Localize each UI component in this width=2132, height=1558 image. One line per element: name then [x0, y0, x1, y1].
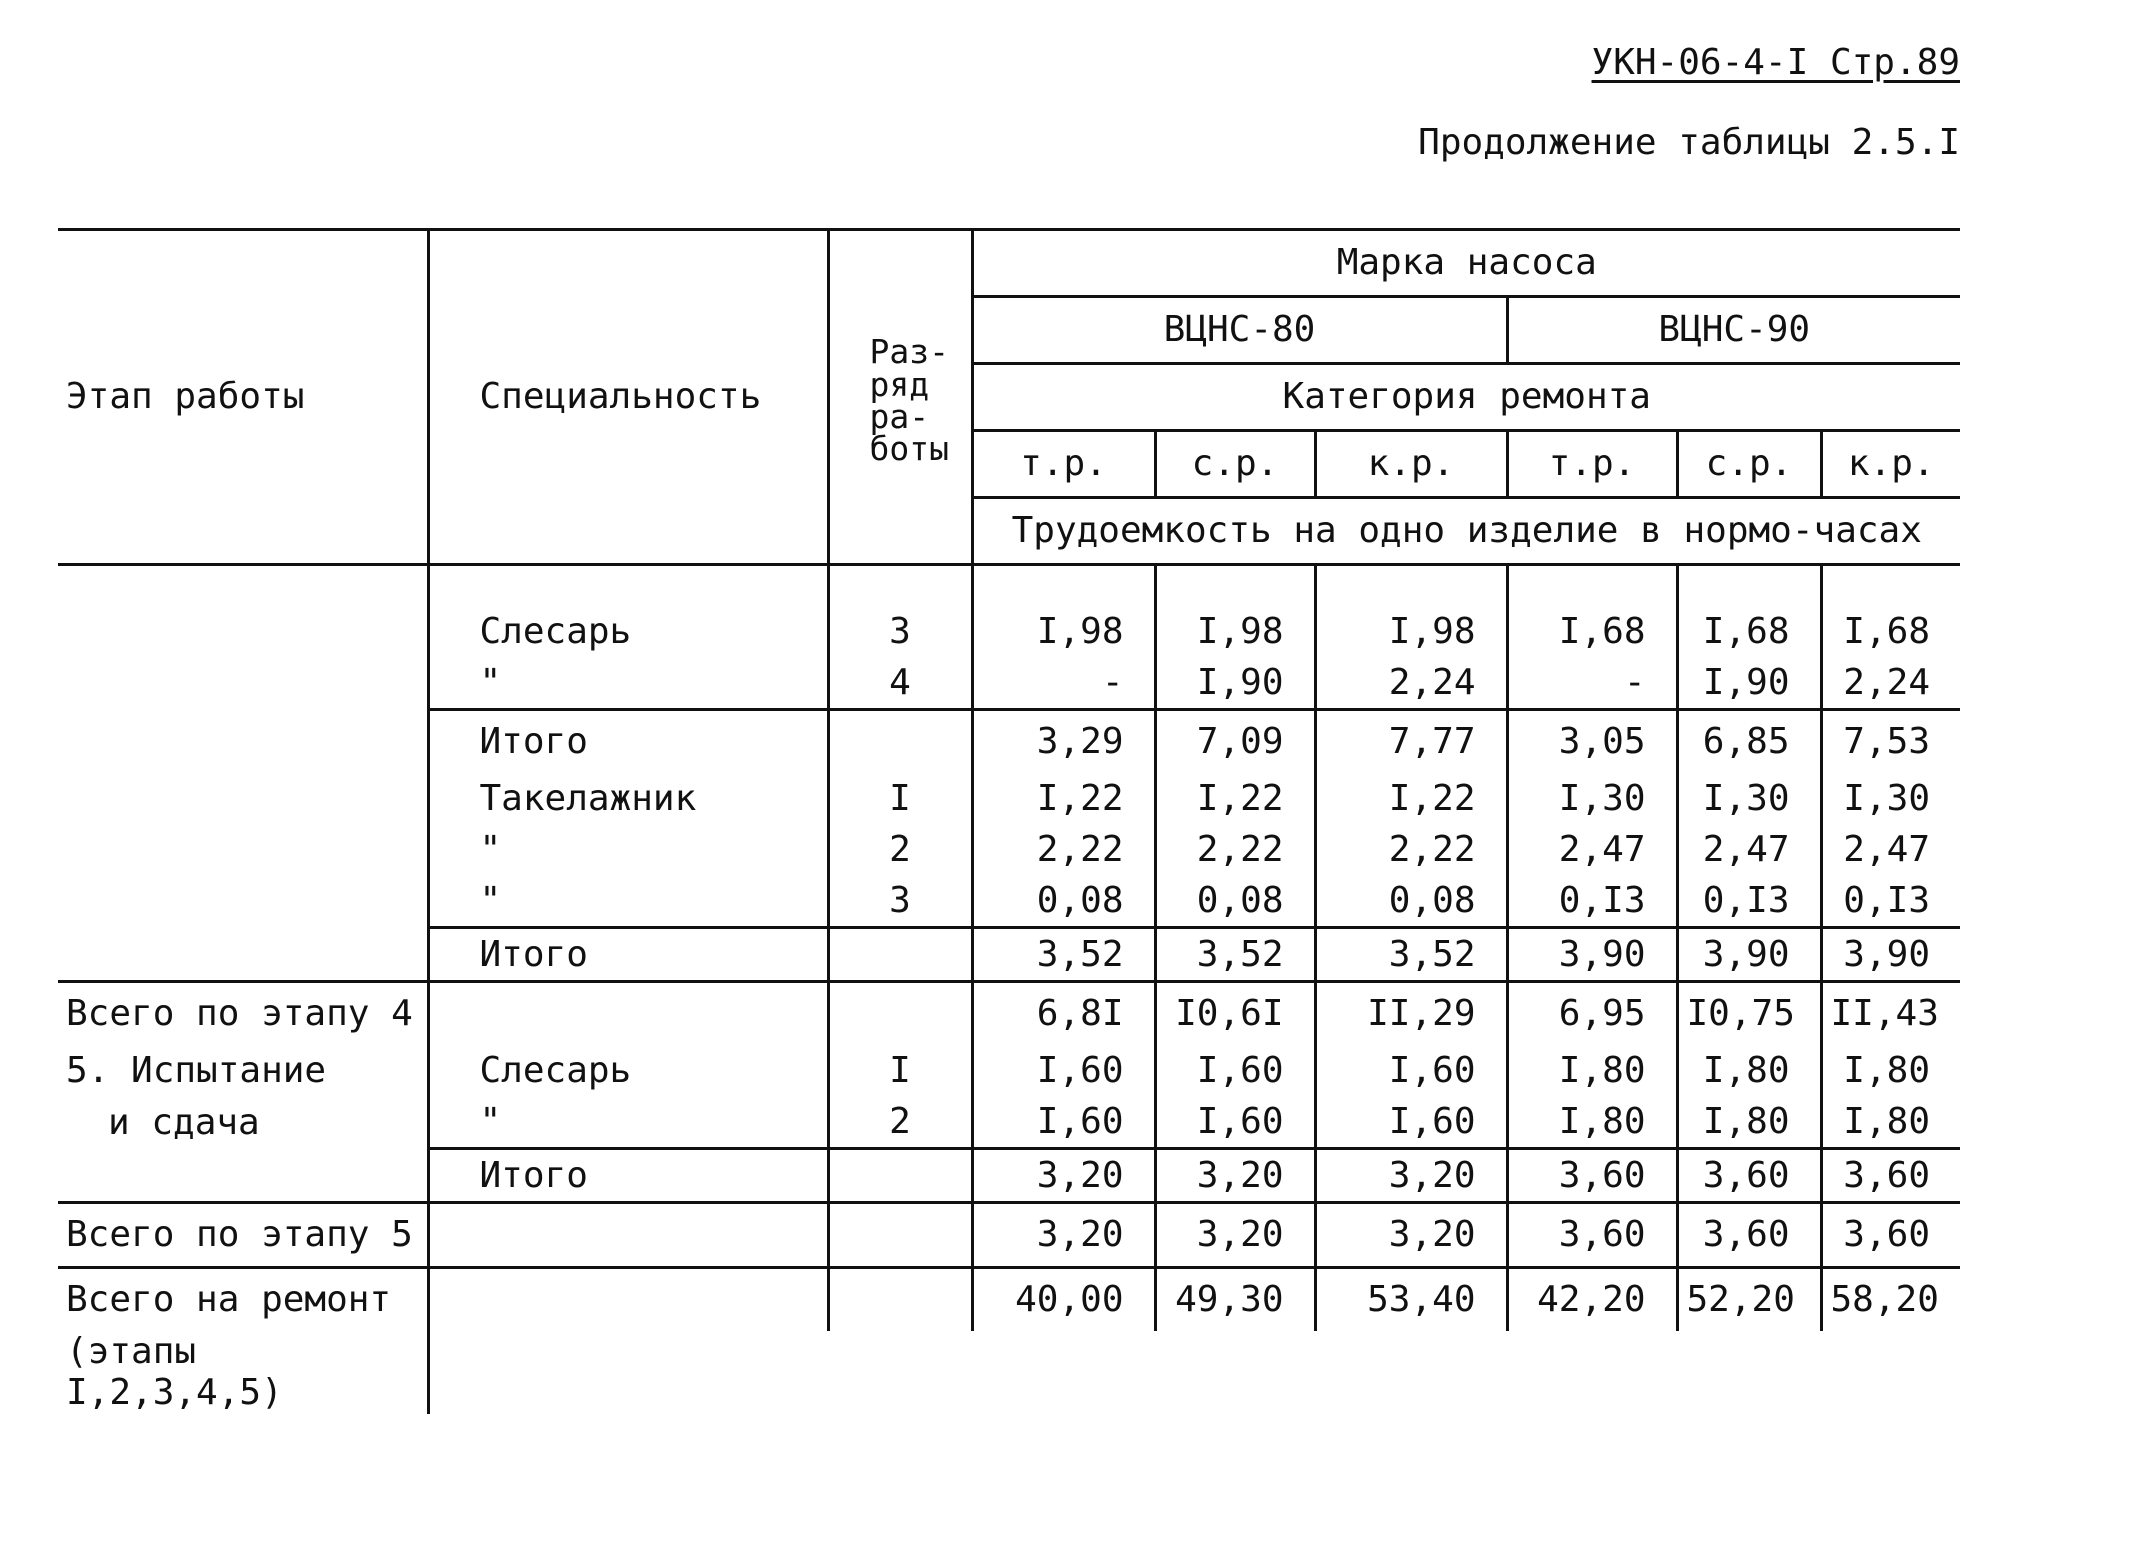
- row-value: 0,08: [1315, 875, 1507, 928]
- category-header: к.р.: [1821, 431, 1960, 498]
- row-stage: [58, 1149, 428, 1203]
- row-specialty: ": [428, 1096, 828, 1149]
- row-value: 3,52: [1315, 928, 1507, 982]
- row-value: 2,47: [1821, 824, 1960, 875]
- row-value: [1821, 1331, 1960, 1414]
- row-stage: Всего по этапу 4: [66, 993, 413, 1035]
- table-row: [58, 824, 1960, 875]
- table-row: [58, 1149, 1960, 1203]
- row-specialty: [428, 1331, 828, 1414]
- row-value: 42,20: [1507, 1268, 1677, 1332]
- row-value: 2,24: [1821, 657, 1960, 710]
- row-value: 0,08: [1155, 875, 1315, 928]
- row-value: [1507, 1331, 1677, 1414]
- table-row: [58, 928, 1960, 982]
- row-grade: [828, 710, 972, 774]
- table-row: [58, 982, 1960, 1046]
- row-value: I,60: [1155, 1096, 1315, 1149]
- row-value: 0,I3: [1821, 875, 1960, 928]
- row-value: I,80: [1507, 1045, 1677, 1096]
- row-value: I,98: [972, 606, 1155, 657]
- row-grade: 2: [828, 824, 972, 875]
- row-value: 40,00: [972, 1268, 1155, 1332]
- row-value: 3,52: [972, 928, 1155, 982]
- row-value: 3,20: [1155, 1149, 1315, 1203]
- table-row: [58, 1331, 1960, 1414]
- row-value: 3,90: [1507, 928, 1677, 982]
- table-row: [58, 606, 1960, 657]
- table-row: [58, 657, 1960, 710]
- row-value: I0,75: [1677, 982, 1821, 1046]
- row-value: I,22: [972, 773, 1155, 824]
- row-stage: Всего на ремонт: [66, 1279, 392, 1321]
- document-page-reference: УКН-06-4-I Стр.89: [1591, 42, 1960, 83]
- row-value: I,30: [1507, 773, 1677, 824]
- row-grade: [828, 928, 972, 982]
- row-value: 3,52: [1155, 928, 1315, 982]
- row-value: 3,90: [1677, 928, 1821, 982]
- row-grade: I: [828, 773, 972, 824]
- row-value: 58,20: [1821, 1268, 1960, 1332]
- column-header-specialty: Специальность: [428, 230, 828, 565]
- row-value: 3,20: [972, 1203, 1155, 1268]
- row-grade: [828, 982, 972, 1046]
- table-row: [58, 710, 1960, 774]
- row-grade: 3: [828, 606, 972, 657]
- row-stage: (этапы I,2,3,4,5): [66, 1331, 283, 1414]
- row-value: 3,60: [1677, 1149, 1821, 1203]
- row-specialty: ": [428, 875, 828, 928]
- row-value: 3,05: [1507, 710, 1677, 774]
- row-stage: [58, 606, 428, 657]
- row-value: 49,30: [1155, 1268, 1315, 1332]
- row-value: I,60: [1155, 1045, 1315, 1096]
- row-value: 3,60: [1821, 1203, 1960, 1268]
- row-specialty: Слесарь: [428, 1045, 828, 1096]
- row-value: [1677, 1331, 1821, 1414]
- row-value: [1155, 1331, 1315, 1414]
- column-header-pump-brand: Марка насоса: [972, 230, 1960, 297]
- row-stage: 5. Испытание: [66, 1049, 327, 1091]
- row-grade: 2: [828, 1096, 972, 1149]
- row-stage: [58, 657, 428, 710]
- row-value: II,43: [1821, 982, 1960, 1046]
- row-value: 3,60: [1507, 1203, 1677, 1268]
- row-specialty: Итого: [428, 928, 828, 982]
- row-value: 3,20: [1155, 1203, 1315, 1268]
- column-header-grade-text: Раз- ряд ра- боты: [869, 332, 949, 469]
- row-value: I,22: [1315, 773, 1507, 824]
- row-value: 3,20: [1315, 1203, 1507, 1268]
- column-header-pump-model-2: ВЦНС-90: [1507, 297, 1960, 364]
- row-stage: Всего по этапу 5: [58, 1203, 428, 1268]
- row-value: I,80: [1677, 1045, 1821, 1096]
- row-grade: I: [828, 1045, 972, 1096]
- row-value: 3,60: [1507, 1149, 1677, 1203]
- row-specialty: Итого: [428, 710, 828, 774]
- row-value: II,29: [1315, 982, 1507, 1046]
- row-stage: [58, 928, 428, 982]
- row-stage: [58, 773, 428, 824]
- row-value: I,60: [972, 1045, 1155, 1096]
- row-value: 2,22: [1315, 824, 1507, 875]
- row-value: I,98: [1315, 606, 1507, 657]
- row-value: [972, 1331, 1155, 1414]
- row-value: I,68: [1677, 606, 1821, 657]
- table-row: [58, 773, 1960, 824]
- row-specialty: ": [428, 824, 828, 875]
- row-value: I,80: [1821, 1045, 1960, 1096]
- row-value: I,30: [1821, 773, 1960, 824]
- row-grade: [828, 1331, 972, 1414]
- row-value: I,90: [1155, 657, 1315, 710]
- row-grade: [828, 1149, 972, 1203]
- row-value: I,60: [972, 1096, 1155, 1149]
- row-specialty: Слесарь: [428, 606, 828, 657]
- row-value: I,80: [1677, 1096, 1821, 1149]
- row-value: 3,60: [1677, 1203, 1821, 1268]
- row-value: I,68: [1507, 606, 1677, 657]
- column-header-stage: Этап работы: [58, 230, 428, 565]
- row-value: 3,90: [1821, 928, 1960, 982]
- category-header: к.р.: [1315, 431, 1507, 498]
- row-value: 7,53: [1821, 710, 1960, 774]
- row-grade: [828, 1203, 972, 1268]
- row-value: -: [1507, 657, 1677, 710]
- row-value: I,60: [1315, 1045, 1507, 1096]
- row-value: I,80: [1507, 1096, 1677, 1149]
- row-specialty: Итого: [428, 1149, 828, 1203]
- column-header-repair-category: Категория ремонта: [972, 364, 1960, 431]
- row-specialty: [428, 1268, 828, 1332]
- row-specialty: [428, 1203, 828, 1268]
- row-grade: [828, 1268, 972, 1332]
- table-row: [58, 875, 1960, 928]
- row-value: I,80: [1821, 1096, 1960, 1149]
- row-value: 2,22: [972, 824, 1155, 875]
- category-header: т.р.: [972, 431, 1155, 498]
- row-value: 2,47: [1677, 824, 1821, 875]
- row-value: [1315, 1331, 1507, 1414]
- row-value: 7,77: [1315, 710, 1507, 774]
- row-value: I,30: [1677, 773, 1821, 824]
- row-value: I,90: [1677, 657, 1821, 710]
- table-row: [58, 1268, 1960, 1332]
- row-value: 6,95: [1507, 982, 1677, 1046]
- row-value: 53,40: [1315, 1268, 1507, 1332]
- table-row: [58, 1096, 1960, 1149]
- row-grade: 3: [828, 875, 972, 928]
- column-header-grade: [828, 230, 972, 565]
- table-continuation-caption: Продолжение таблицы 2.5.I: [1418, 122, 1960, 163]
- row-value: 52,20: [1677, 1268, 1821, 1332]
- row-value: I,60: [1315, 1096, 1507, 1149]
- row-value: I,68: [1821, 606, 1960, 657]
- table-row: [58, 1203, 1960, 1268]
- row-value: 2,24: [1315, 657, 1507, 710]
- category-header: т.р.: [1507, 431, 1677, 498]
- row-value: 6,85: [1677, 710, 1821, 774]
- row-value: 3,20: [972, 1149, 1155, 1203]
- row-value: I,22: [1155, 773, 1315, 824]
- row-specialty: [428, 982, 828, 1046]
- labor-intensity-table: [58, 228, 1960, 1414]
- row-stage: и сдача: [108, 1101, 260, 1143]
- row-specialty: Такелажник: [428, 773, 828, 824]
- row-value: 7,09: [1155, 710, 1315, 774]
- row-value: 3,29: [972, 710, 1155, 774]
- row-stage: [58, 875, 428, 928]
- row-grade: 4: [828, 657, 972, 710]
- row-specialty: ": [428, 657, 828, 710]
- row-value: 3,20: [1315, 1149, 1507, 1203]
- row-value: 6,8I: [972, 982, 1155, 1046]
- row-value: I,98: [1155, 606, 1315, 657]
- category-header: с.р.: [1155, 431, 1315, 498]
- row-value: 0,I3: [1507, 875, 1677, 928]
- row-value: -: [972, 657, 1155, 710]
- column-header-labor-intensity: Трудоемкость на одно изделие в нормо-часах: [972, 498, 1960, 565]
- table-row: [58, 1045, 1960, 1096]
- row-value: 0,08: [972, 875, 1155, 928]
- row-value: 0,I3: [1677, 875, 1821, 928]
- row-value: I0,6I: [1155, 982, 1315, 1046]
- row-stage: [58, 824, 428, 875]
- column-header-pump-model-1: ВЦНС-80: [972, 297, 1507, 364]
- row-value: 2,47: [1507, 824, 1677, 875]
- category-header: с.р.: [1677, 431, 1821, 498]
- row-stage: [58, 710, 428, 774]
- row-value: 2,22: [1155, 824, 1315, 875]
- row-value: 3,60: [1821, 1149, 1960, 1203]
